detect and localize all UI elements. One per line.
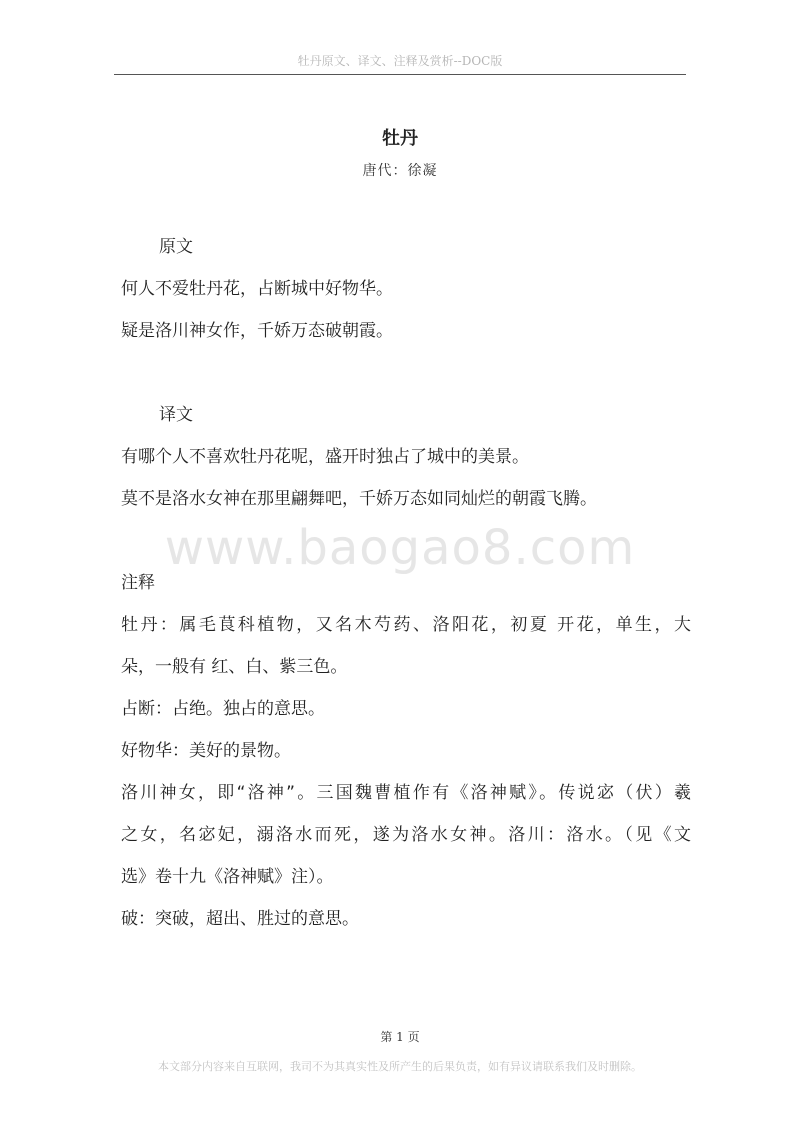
original-heading: 原文	[159, 237, 193, 257]
original-line: 疑是洛川神女作，千娇万态破朝霞。	[121, 321, 393, 341]
notes-line: 好物华：美好的景物。	[121, 741, 291, 761]
notes-line: 牡丹：属毛茛科植物，又名木芍药、洛阳花，初夏 开花，单生，大	[121, 615, 691, 635]
original-line: 何人不爱牡丹花，占断城中好物华。	[121, 279, 393, 299]
watermark: www.baogao8.com	[164, 520, 636, 576]
notes-line: 选》卷十九《洛神赋》注）。	[121, 867, 334, 887]
page-number: 第 1 页	[380, 1030, 420, 1044]
poem-title: 牡丹	[382, 128, 418, 149]
translation-line: 有哪个人不喜欢牡丹花呢，盛开时独占了城中的美景。	[121, 447, 529, 467]
poem-author: 唐代：徐凝	[362, 163, 438, 179]
notes-line: 朵，一般有 红、白、紫三色。	[121, 657, 348, 677]
header-rule	[114, 74, 686, 75]
page-header: 牡丹原文、译文、注释及赏析--DOC版	[297, 54, 503, 68]
translation-line: 莫不是洛水女神在那里翩舞吧，千娇万态如同灿烂的朝霞飞腾。	[121, 489, 597, 509]
notes-line: 占断：占绝。独占的意思。	[121, 699, 325, 719]
translation-heading: 译文	[159, 405, 193, 425]
notes-line: 洛川神女，即“洛神”。三国魏曹植作有《洛神赋》。传说宓（伏）羲	[121, 783, 691, 803]
notes-heading: 注释	[121, 573, 155, 593]
notes-line: 破：突破，超出、胜过的意思。	[121, 909, 359, 929]
footer-disclaimer: 本文部分内容来自互联网，我司不为其真实性及所产生的后果负责，如有异议请联系我们及时删除。	[158, 1060, 642, 1073]
notes-line: 之女，名宓妃，溺洛水而死，遂为洛水女神。洛川：洛水。（见《文	[121, 825, 691, 845]
